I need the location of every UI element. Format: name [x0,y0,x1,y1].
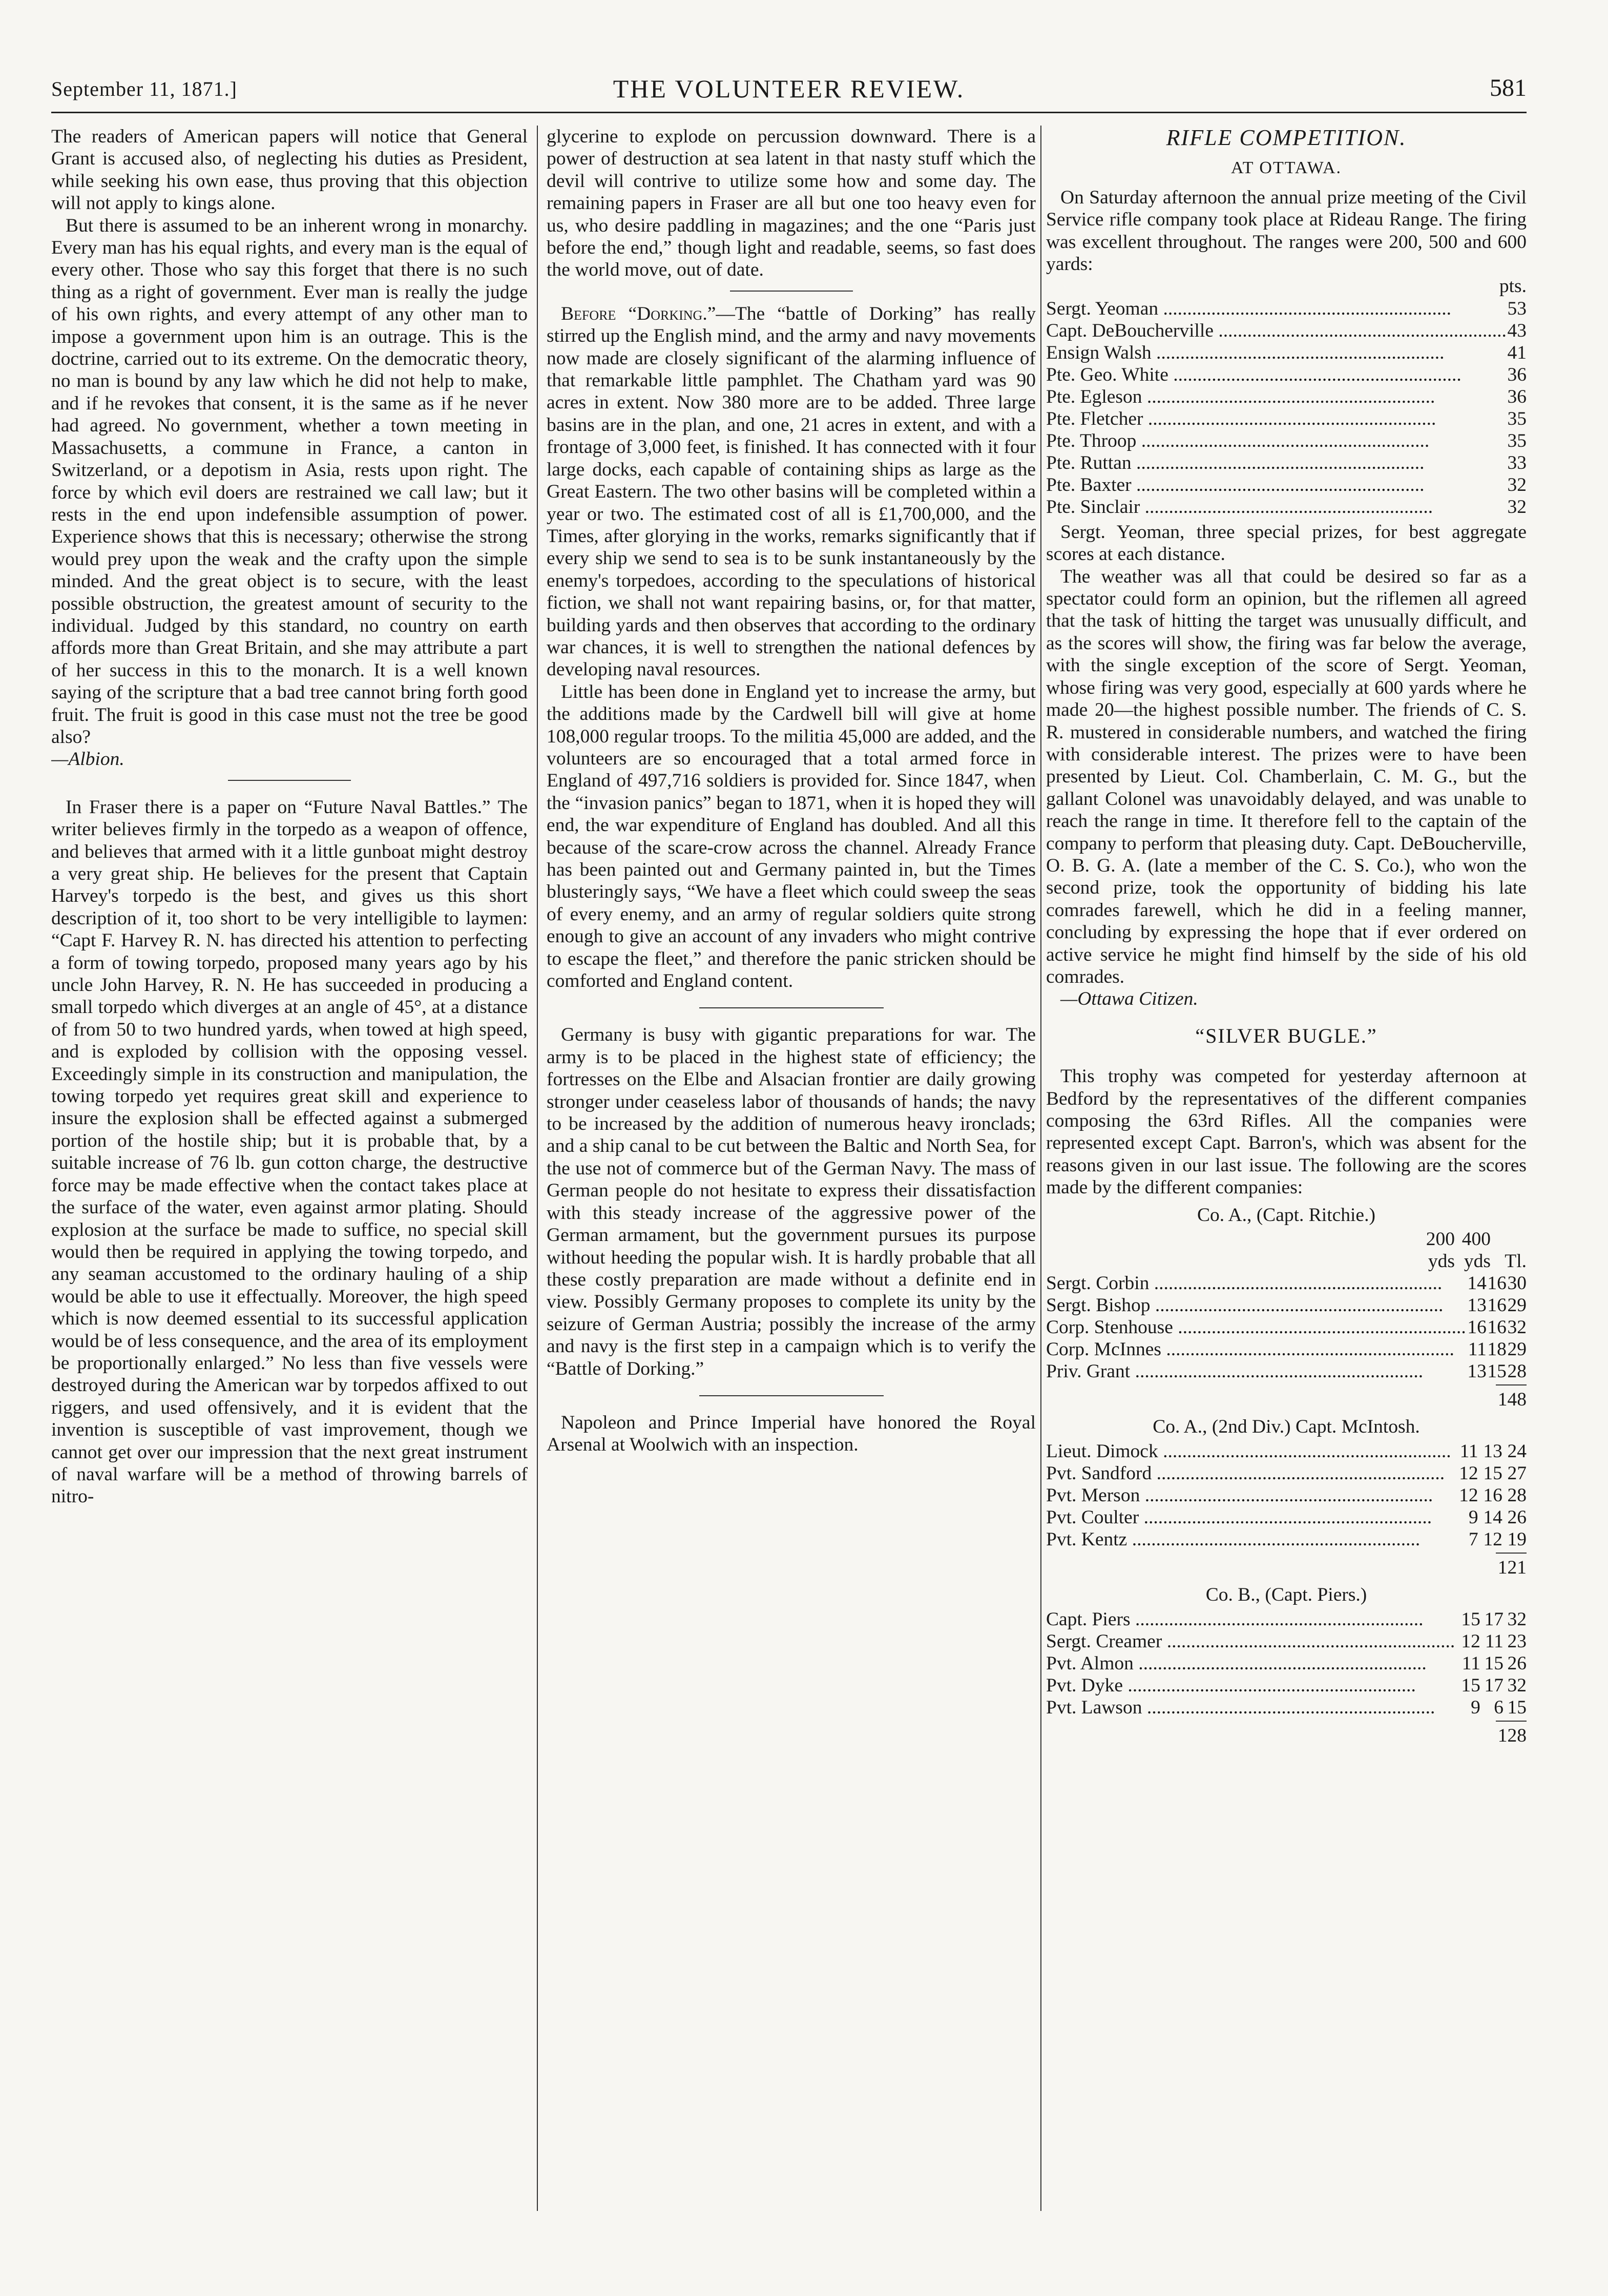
article-paragraph: Germany is busy with gigantic preparations for war. The army is to be placed in the highest state of efficiency; the fortresses on the Elbe and Alsacian frontier are daily growing stronger under ceaseless labor of thousands of hands; the navy to be increased by the addition of numerous heavy ironclads; and a ship canal to be cut between the Baltic and North Sea, for the use not of commerce but of the German Navy. The mass of German people do not hesitate to express their dissatisfaction with this steady increase of the aggressive power of the German armament, but the government pursues its purpose without heeding the popular wish. It is hardly probable that all these costly preparation are made without a definite end in view. Possibly Germany proposes to complete its unity by the seizure of German Austria; possibly the increase of the army and navy is the first step in a campaign which is to verify the “Battle of Dorking.” [547,1024,1036,1379]
score-200-yds: 9 [1468,1506,1478,1528]
score-total: 32 [1507,1674,1527,1696]
score-total: 28 [1507,1484,1527,1506]
score-200-yds: 15 [1461,1674,1480,1696]
table-row [1046,1360,1527,1382]
table-row [1046,452,1527,474]
competitor-name: Pte. Fletcher ............................................................ [1046,408,1436,429]
ottawa-score-table [1046,298,1527,518]
team-total [1046,1553,1527,1579]
team-total-value: 148 [1497,1389,1527,1411]
article-paragraph: Napoleon and Prince Imperial have honored the Royal Arsenal at Woolwich with an inspection. [547,1412,1036,1456]
score-400-yds: 17 [1484,1608,1503,1630]
score-200-yds: 14 [1467,1273,1487,1294]
team-score-table [1046,1272,1527,1382]
team-total [1046,1384,1527,1411]
team-total-value: 121 [1497,1557,1527,1578]
score-total: 19 [1507,1528,1527,1550]
competitor-name: Sergt. Corbin ............................................................ [1046,1273,1443,1294]
score-400-yds: 16 [1487,1273,1507,1294]
competitor-name: Pte. Throop ............................................................ [1046,430,1430,451]
competitor-points: 36 [1507,386,1527,407]
article-text: —The “battle of Dorking” has really stirred up the English mind, and the army and navy movements now made are closely significant of the alarming influence of that remarkable little pamphlet. The Chatham yard was 90 acres in extent. Now 380 more are to be added. Three large basins are in the plan, and one, 21 acres in extent, and with a frontage of 3,000 feet, is finished. It has connected with it four large docks, each capable of containing ships as large as the Great Eastern. The two other basins will be completed within a year or two. The estimated cost of all is £1,700,000, and the Times, after glorying in the works, remarks significantly that if every ship we send to sea is to be sunk instantaneously by the enemy's torpedoes, according to the speculations of historical fiction, we shall not want repairing basins, or, for that matter, building yards and then observes that according to the ordinary war chances, it is well to strengthen the national defences by developing naval resources. [547,303,1036,680]
table-row [1046,1294,1527,1316]
table-row [1046,1506,1527,1528]
competitor-name: Priv. Grant ............................................................ [1046,1361,1424,1382]
score-header-table [1046,1228,1527,1272]
column-header: Tl. [1505,1251,1527,1272]
competitor-name: Sergt. Yeoman ............................................................ [1046,298,1451,319]
score-400-yds: 14 [1483,1506,1502,1528]
article-paragraph: The readers of American papers will notice that General Grant is accused also, of neglecting his duties as President, while seeking his own ease, thus proving that this objection will not apply to kings alone. [51,126,528,214]
publication-title: THE VOLUNTEER REVIEW. [613,74,965,103]
competitor-points: 35 [1507,408,1527,429]
competitor-points: 36 [1507,364,1527,385]
competitor-name: Pvt. Sandford ............................................................ [1046,1462,1445,1484]
section-separator [699,1395,884,1396]
article-paragraph: But there is assumed to be an inherent wrong in monarchy. Every man has his equal rights, and every man is the equal of every other. Those who say this forget that there is no such thing as a right of government. Ever man is really the judge of his own rights, and every attempt of any other man to impose a government upon him is an outrage. This is the doctrine, carried out to its extreme. On the democratic theory, no man is bound by any law which he did not help to make, and if he revokes that consent, it is the same as if he never had agreed. No government, whether a town meeting in Massachusetts, a commune in France, a canton in Switzerland, or a depotism in Asia, rests upon right. The force by which evil doers are restrained we call law; but it rests in the end upon indefensible assumption of power. Experience shows that this is necessary; otherwise the strong would prey upon the weak and the crafty upon the simple minded. And the great object is to secure, with the least possible obstruction, the greatest amount of security to the individual. Judged by this standard, no country on earth affords more than Great Britain, and she may attribute a part of her success in this to the monarch. It is a well known saying of the scripture that a bad tree cannot bring forth good fruit. The fruit is good in this case must not the tree be good also? [51,215,528,748]
score-total: 24 [1507,1440,1527,1462]
column-divider [1040,126,1041,2211]
table-row [1046,298,1527,320]
score-200-yds: 13 [1467,1295,1487,1316]
score-total: 30 [1507,1273,1527,1294]
score-400-yds: 11 [1485,1630,1503,1652]
score-total: 29 [1507,1339,1527,1360]
team-total-value: 128 [1497,1725,1527,1746]
section-heading: RIFLE COMPETITION. [1166,126,1407,150]
competitor-name: Pte. Sinclair ............................................................ [1046,496,1433,518]
score-400-yds: 16 [1483,1484,1502,1506]
table-row [1046,1462,1527,1484]
column-3 [1046,126,1527,2211]
score-400-yds: 16 [1487,1317,1507,1338]
team-score-table [1046,1608,1527,1719]
team-score-table [1046,1440,1527,1550]
column-header: yds [1464,1251,1491,1272]
table-row [1046,1484,1527,1506]
score-total: 27 [1507,1462,1527,1484]
competitor-name: Sergt. Bishop ............................................................ [1046,1295,1444,1316]
score-400-yds: 6 [1494,1697,1503,1718]
column-2 [547,126,1036,2211]
score-200-yds: 12 [1459,1484,1478,1506]
competitor-name: Pvt. Lawson ............................................................ [1046,1697,1435,1718]
score-400-yds: 15 [1487,1361,1507,1382]
table-row [1046,430,1527,452]
article-paragraph: In Fraser there is a paper on “Future Naval Battles.” The writer believes firmly in the torpedo as a weapon of offence, and believes that armed with it a little gunboat might destroy a very great ship. He believes for the present that Captain Harvey's torpedo is the best, and gives us this short description of it, too short to be very intelligible to laymen: “Capt F. Harvey R. N. has directed his attention to perfecting a form of towing torpedo, proposed many years ago by his uncle John Harvey, R. N. He has succeeded in producing a small torpedo which diverges at an angle of 45°, at a distance of from 50 to two hundred yards, when towed at high speed, and is exploded by collision with the opposing vessel. Exceedingly simple in its construction and manipulation, the towing torpedo yet requires great skill and experience to insure the explosion shall be effected against a submerged portion of the hostile ship; but it is probable that, by a suitable increase of 76 lb. gun cotton charge, the destructive force may be made effective when the contact takes place at the surface of the water, even against armor plating. Should explosion at the surface be made to suffice, no special skill would then be required in applying the towing torpedo, and any seaman accustomed to the ordinary hauling of a ship would be able to use it effectually. Moreover, the high speed which is now deemed essential to its successful application would be of less consequence, and the area of its employment be proportionally enlarged.” No less than five vessels were destroyed during the American war by torpedos affixed to out riggers, and used offensively, and it is evident that the invention is susceptible of vast improvement, though we cannot get over our impression that the next great instrument of naval warfare will be a method of throwing barrels of nitro- [51,796,528,1507]
table-row [1046,1674,1527,1697]
competitor-name: Pvt. Coulter ............................................................ [1046,1506,1432,1528]
score-200-yds: 12 [1461,1630,1480,1652]
section-separator [228,780,351,781]
score-200-yds: 16 [1467,1317,1487,1338]
score-400-yds: 15 [1484,1652,1503,1674]
competitor-points: 41 [1507,342,1527,363]
column-divider [537,126,538,2211]
table-row [1046,1652,1527,1674]
table-row [1046,1630,1527,1652]
score-total: 29 [1507,1295,1527,1316]
competitor-name: Ensign Walsh ............................................................ [1046,342,1445,363]
competitor-name: Capt. Piers ............................................................ [1046,1608,1424,1630]
table-row [1046,1697,1527,1719]
page-header [51,71,1527,113]
competitor-name: Lieut. Dimock ............................................................ [1046,1440,1451,1462]
score-total: 28 [1507,1361,1527,1382]
score-200-yds: 9 [1471,1697,1480,1718]
section-heading: “SILVER BUGLE.” [1195,1024,1377,1047]
table-row [1046,1440,1527,1462]
competitor-points: 53 [1507,298,1527,319]
page-number: 581 [1490,74,1527,101]
competitor-name: Pte. Egleson ............................................................ [1046,386,1435,407]
score-400-yds: 13 [1483,1440,1502,1462]
column-header: 200 [1426,1229,1455,1250]
table-row [1046,320,1527,342]
score-total: 26 [1507,1506,1527,1528]
section-separator [730,291,853,292]
column-header: yds [1428,1251,1455,1272]
competitor-points: 32 [1507,496,1527,518]
article-lead: Before “Dorking.” [561,303,716,324]
article-paragraph [547,303,1036,681]
score-400-yds: 18 [1487,1339,1507,1360]
table-row [1046,1316,1527,1338]
competitor-name: Pte. Ruttan ............................................................ [1046,452,1425,473]
points-column-label: pts. [1499,276,1527,297]
article-paragraph: Sergt. Yeoman, three special prizes, for best aggregate scores at each distance. [1046,521,1527,565]
score-400-yds: 16 [1487,1295,1507,1316]
competitor-name: Pvt. Almon ............................................................ [1046,1652,1427,1674]
competitor-name: Corp. Stenhouse ............................................................ [1046,1317,1466,1338]
table-row [1046,496,1527,518]
table-row [1046,1608,1527,1630]
competitor-name: Pvt. Dyke ............................................................ [1046,1674,1416,1696]
score-200-yds: 11 [1461,1652,1480,1674]
score-200-yds: 11 [1459,1440,1478,1462]
article-source: —Albion. [51,749,124,770]
competitor-name: Corp. McInnes ............................................................ [1046,1339,1454,1360]
table-row [1046,474,1527,496]
table-row [1046,364,1527,386]
article-paragraph: On Saturday afternoon the annual prize meeting of the Civil Service rifle company took place at Rideau Range. The firing was excellent throughout. The ranges were 200, 500 and 600 yards: [1046,187,1527,275]
score-total: 32 [1507,1608,1527,1630]
issue-date: September 11, 1871.] [51,77,237,100]
score-total: 23 [1507,1630,1527,1652]
score-400-yds: 15 [1483,1462,1502,1484]
article-paragraph: glycerine to explode on percussion downward. There is a power of destruction at sea latent in that nasty stuff which the devil will contrive to utilize some how and some day. The remaining papers in Fraser are all but one too heavy even for us, who desire paddling in magazines; and the one “Paris just before the end,” though light and readable, seems, so fast does the world move, out of date. [547,126,1036,281]
team-total [1046,1721,1527,1747]
table-row [1046,386,1527,408]
competitor-name: Sergt. Creamer ............................................................ [1046,1630,1455,1652]
competitor-points: 33 [1507,452,1527,473]
article-paragraph: The weather was all that could be desired so far as a spectator could form an opinion, but the riflemen all agreed that the task of hitting the target was unusually difficult, and as the scores will show, the firing was far below the average, with the single exception of the score of Sergt. Yeoman, whose firing was very good, especially at 600 yards where he made 20—the highest possible number. The friends of C. S. R. mustered in considerable numbers, and watched the firing with considerable interest. The prizes were to have been presented by Lieut. Col. Chamberlain, C. M. G., but the gallant Colonel was unavoidably delayed, and was unable to reach the range in time. It therefore fell to the captain of the company to perform that pleasing duty. Capt. DeBoucherville, O. B. G. A. (late a member of the C. S. Co.), who won the second prize, took the opportunity of bidding his late comrades farewell, which he did in a feeling manner, concluding by expressing the hope that if ever ordered on active service he might find himself by the side of his old comrades. [1046,566,1527,987]
competitor-points: 35 [1507,430,1527,451]
score-200-yds: 15 [1461,1608,1480,1630]
table-row [1046,1338,1527,1360]
competitor-name: Pte. Baxter ............................................................ [1046,474,1425,495]
competitor-points: 43 [1507,320,1527,341]
article-paragraph: This trophy was competed for yesterday afternoon at Bedford by the representatives of the different companies composing the 63rd Rifles. All the companies were represented except Capt. Barron's, which was absent for the reasons given in our last issue. The following are the scores made by the different companies: [1046,1066,1527,1198]
table-row [1046,342,1527,364]
team-heading: Co. A., (2nd Div.) Capt. McIntosh. [1153,1416,1420,1438]
score-total: 26 [1507,1652,1527,1674]
score-200-yds: 13 [1467,1361,1487,1382]
team-heading: Co. A., (Capt. Ritchie.) [1197,1204,1375,1226]
article-paragraph: Little has been done in England yet to increase the army, but the additions made by the Cardwell bill will give at home 108,000 regular troops. To the militia 45,000 are added, and the volunteers are so encouraged that a total armed force in England of 497,716 soldiers is provided for. Since 1847, when the “invasion panics” began to 1871, when it is hoped they will end, the war expenditure of England has doubled. And all this because of the scare-crow across the channel. Already France has been painted out and Germany painted in, but the Times blusteringly says, “We have a fleet which could sweep the seas of every enemy, and an army of regular soldiers quite strong enough to give an account of any invaders who might contrive to escape the fleet,” and therefore the panic stricken should be comforted and England content. [547,681,1036,992]
score-200-yds: 12 [1459,1462,1478,1484]
column-header: 400 [1461,1229,1491,1250]
score-total: 15 [1507,1697,1527,1718]
table-row [1046,1528,1527,1550]
table-row [1046,408,1527,430]
score-total: 32 [1507,1317,1527,1338]
score-200-yds: 7 [1468,1528,1478,1550]
score-400-yds: 12 [1483,1528,1502,1550]
score-200-yds: 11 [1468,1339,1487,1360]
competitor-name: Pte. Geo. White ............................................................ [1046,364,1461,385]
competitor-name: Capt. DeBoucherville ............................................................ [1046,320,1507,341]
score-400-yds: 17 [1484,1674,1503,1696]
team-heading: Co. B., (Capt. Piers.) [1205,1584,1367,1606]
section-separator [699,1007,884,1008]
competitor-name: Pvt. Merson ............................................................ [1046,1484,1433,1506]
competitor-name: Pvt. Kentz ............................................................ [1046,1528,1421,1550]
column-1 [51,126,528,2211]
article-source: —Ottawa Citizen. [1060,988,1198,1010]
table-row [1046,1272,1527,1294]
section-subheading: AT OTTAWA. [1230,158,1342,178]
competitor-points: 32 [1507,474,1527,495]
